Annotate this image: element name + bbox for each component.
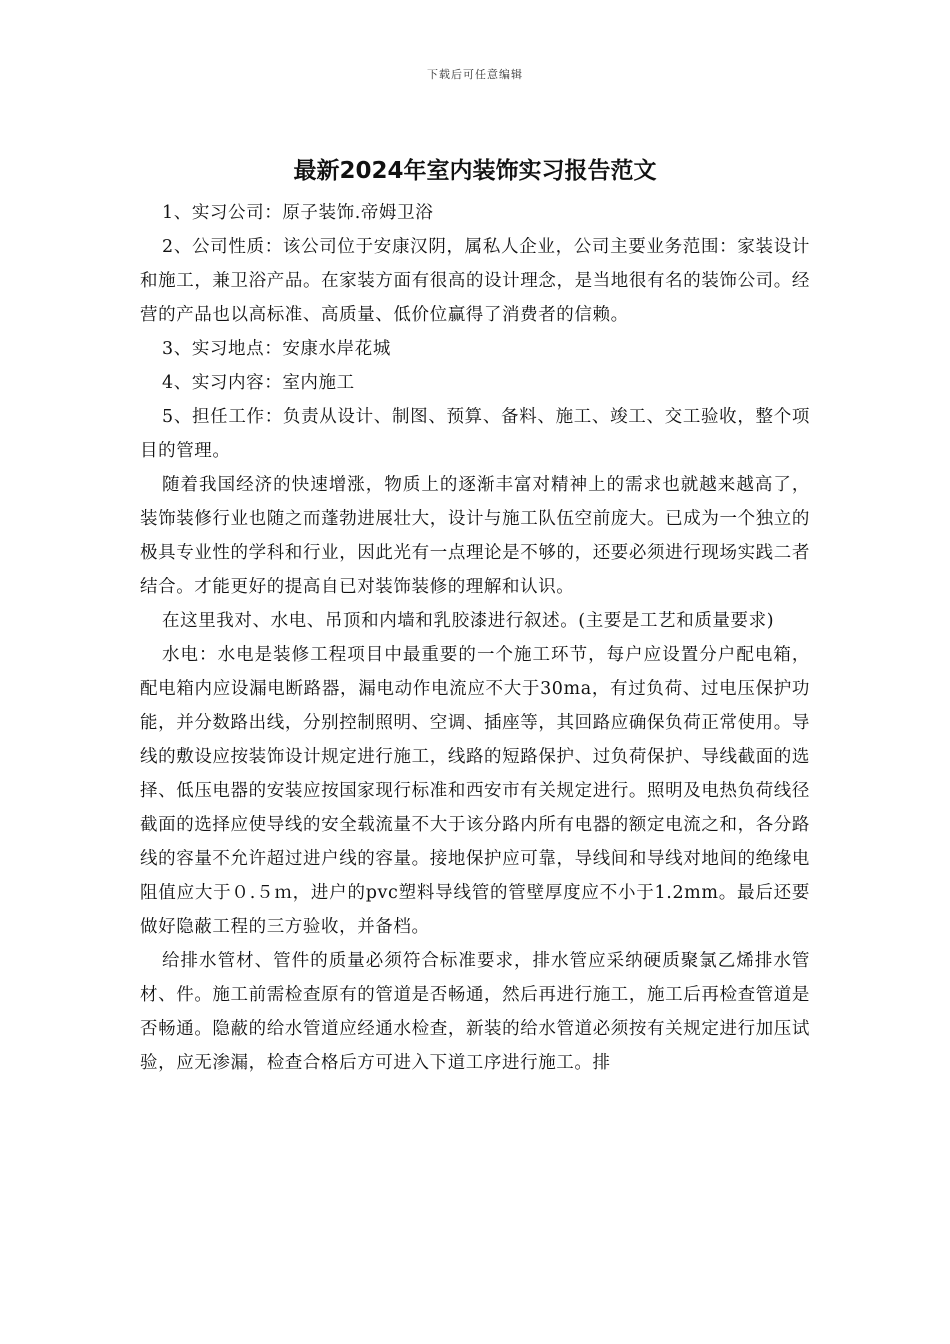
paragraph-overview: 在这里我对、水电、吊顶和内墙和乳胶漆进行叙述。(主要是工艺和质量要求): [162, 611, 775, 631]
paragraph-company-nature: 2、公司性质：该公司位于安康汉阴，属私人企业，公司主要业务范围：家装设计和施工，兼卫浴产品。在家装方面有很高的设计理念，是当地很有名的装饰公司。经营的产品也以高标准、高质量、低价位赢得了消费者的信赖。: [140, 237, 810, 325]
document-title: 最新2024年室内装饰实习报告范文: [293, 158, 657, 184]
paragraph-background: 随着我国经济的快速增涨，物质上的逐渐丰富对精神上的需求也就越来越高了，装饰装修行业也随之而蓬勃进展壮大，设计与施工队伍空前庞大。已成为一个独立的极具专业性的学科和行业，因此光有一点理论是不够的，还要必须进行现场实践二者结合。才能更好的提高自已对装饰装修的理解和认识。: [140, 475, 810, 597]
document-body: [140, 196, 810, 1080]
paragraph-company: 1、实习公司：原子装饰.帝姆卫浴: [162, 203, 434, 223]
paragraph-duties: 5、担任工作：负责从设计、制图、预算、备料、施工、竣工、交工验收，整个项目的管理。: [140, 407, 810, 461]
header-note: 下载后可任意编辑: [427, 68, 523, 81]
paragraph-plumbing: 给排水管材、管件的质量必须符合标准要求，排水管应采纳硬质聚氯乙烯排水管材、件。施工前需检查原有的管道是否畅通，然后再进行施工，施工后再检查管道是否畅通。隐蔽的给水管道应经通水检查，新装的给水管道必须按有关规定进行加压试验，应无渗漏，检查合格后方可进入下道工序进行施工。排: [140, 951, 810, 1073]
paragraph-electrical: 水电：水电是装修工程项目中最重要的一个施工环节，每户应设置分户配电箱，配电箱内应设漏电断路器，漏电动作电流应不大于30ma，有过负荷、过电压保护功能，并分数路出线，分别控制照明、空调、插座等，其回路应确保负荷正常使用。导线的敷设应按装饰设计规定进行施工，线路的短路保护、过负荷保护、导线截面的选择、低压电器的安装应按国家现行标准和西安市有关规定进行。照明及电热负荷线径截面的选择应使导线的安全载流量不大于该分路内所有电器的额定电流之和，各分路线的容量不允许超过进户线的容量。接地保护应可靠，导线间和导线对地间的绝缘电阻值应大于０.５ｍ，进户的pvc塑料导线管的管壁厚度应不小于1.2mm。最后还要做好隐蔽工程的三方验收，并备档。: [140, 645, 810, 937]
paragraph-content: 4、实习内容：室内施工: [162, 373, 355, 393]
paragraph-location: 3、实习地点：安康水岸花城: [162, 339, 391, 359]
